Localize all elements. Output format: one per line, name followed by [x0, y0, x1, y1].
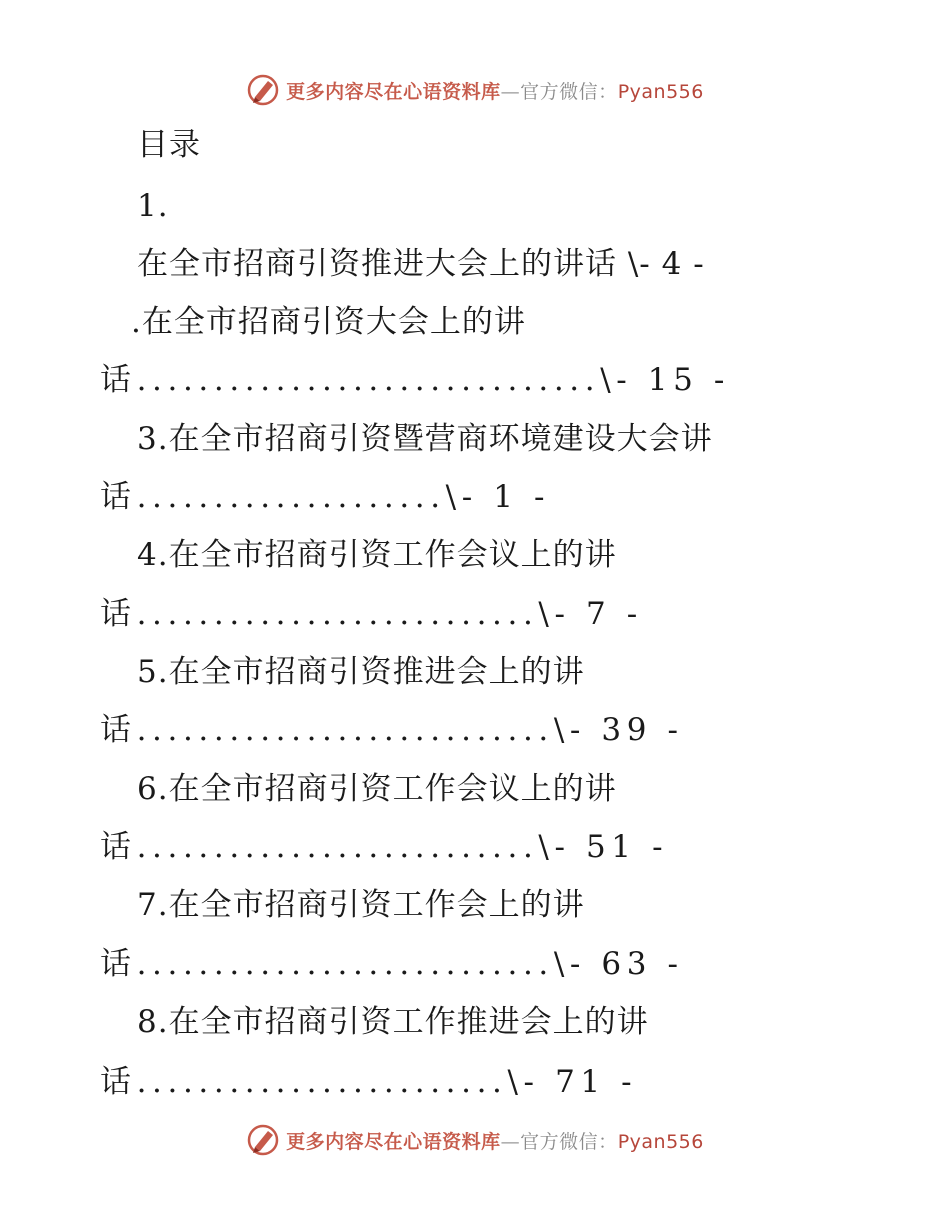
toc-line: 话...........................\- 63 -	[100, 946, 684, 982]
toc-line: 3.在全市招商引资暨营商环境建设大会讲	[137, 421, 713, 457]
toc-line: 5.在全市招商引资推进会上的讲	[137, 654, 585, 690]
header-banner	[0, 70, 950, 110]
banner-account-label: 官方微信：	[520, 1130, 618, 1153]
footer-banner	[0, 1120, 950, 1160]
banner-separator: —	[500, 1130, 521, 1153]
banner-separator: —	[500, 80, 521, 103]
banner-main-text: 更多内容尽在心语资料库	[286, 1130, 501, 1153]
banner-text	[286, 77, 704, 104]
banner-text	[286, 1127, 704, 1154]
toc-line: 话..........................\- 7 -	[100, 596, 643, 632]
banner-account-id: Pyan556	[617, 1130, 704, 1153]
toc-line: 6.在全市招商引资工作会议上的讲	[137, 771, 617, 807]
toc-line: 1.	[137, 188, 169, 224]
toc-line: 话..............................\- 15 -	[100, 362, 730, 398]
toc-line: .在全市招商引资大会上的讲	[131, 304, 526, 340]
toc-line: 7.在全市招商引资工作会上的讲	[137, 887, 585, 923]
banner-main-text: 更多内容尽在心语资料库	[286, 80, 501, 103]
toc-title: 目录	[137, 127, 201, 163]
toc-line: 话....................\- 1 -	[100, 479, 551, 515]
toc-line: 话..........................\- 51 -	[100, 829, 669, 865]
banner-account-id: Pyan556	[617, 80, 704, 103]
toc-line: 4.在全市招商引资工作会议上的讲	[137, 537, 617, 573]
toc-line: 在全市招商引资推进大会上的讲话 \- 4 -	[137, 246, 705, 282]
toc-line: 话...........................\- 39 -	[100, 712, 684, 748]
pen-logo-icon	[246, 73, 280, 107]
banner-account-label: 官方微信：	[520, 80, 618, 103]
toc-line: 话........................\- 71 -	[100, 1064, 638, 1100]
pen-logo-icon	[246, 1123, 280, 1157]
toc-line: 8.在全市招商引资工作推进会上的讲	[137, 1004, 649, 1040]
